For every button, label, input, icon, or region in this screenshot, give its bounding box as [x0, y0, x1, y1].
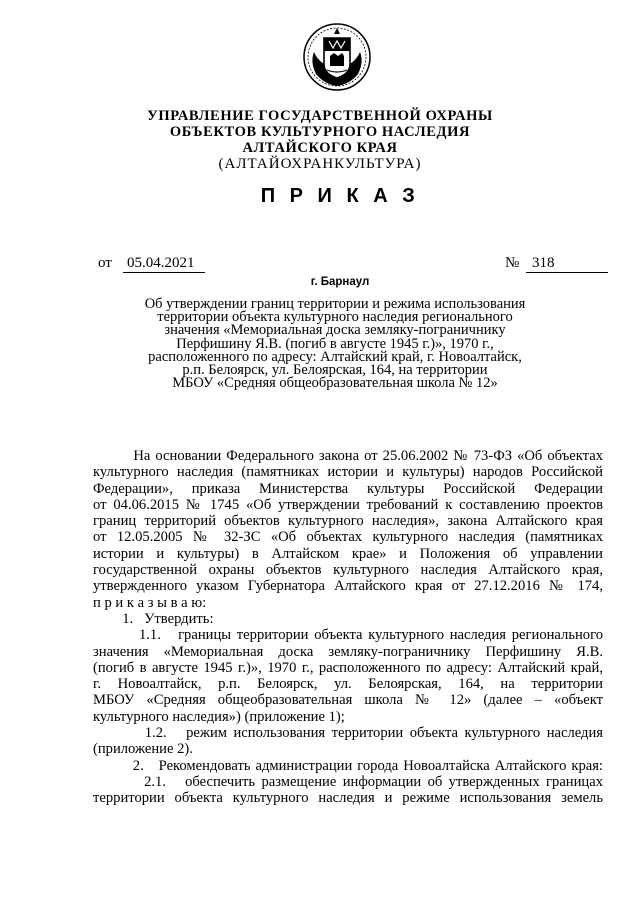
agency-name-line-2: ОБЪЕКТОВ КУЛЬТУРНОГО НАСЛЕДИЯ — [169, 124, 471, 140]
order-body — [93, 448, 603, 807]
body-line: утвержденного указом Губернатора Алтайского края от 27.12.2016 № 174, — [93, 578, 603, 595]
city-name: г. Барнаул — [310, 276, 370, 288]
body-line: истории и культуры) в Алтайском крае» и Положения об управлении — [93, 545, 603, 562]
subject-line: Об утверждении границ территории и режима использования — [144, 296, 526, 312]
subject-line: значения «Мемориальная доска земляку-пограничнику — [164, 322, 506, 339]
order-number: 318 — [526, 255, 608, 273]
body-line: 1.2. режим использования территории объекта культурного наследия — [93, 725, 603, 742]
subject-line: р.п. Белоярск, ул. Белоярская, 164, на территории — [182, 362, 488, 379]
body-line: Федерации», приказа Министерства культуры Российской Федерации — [93, 480, 603, 497]
subject-line: Перфишину Я.В. (погиб в августе 1945 г.)», 1970 г., — [176, 335, 494, 352]
agency-short-name: (АЛТАЙОХРАНКУЛЬТУРА) — [218, 156, 422, 172]
number-label: № — [505, 255, 520, 271]
body-line: МБОУ «Средняя общеобразовательная школа № 12» (далее – «объект — [93, 692, 603, 709]
body-line: 2. Рекомендовать администрации города Новоалтайска Алтайского края: — [93, 757, 603, 774]
agency-name-line-1: УПРАВЛЕНИЕ ГОСУДАРСТВЕННОЙ ОХРАНЫ — [147, 108, 493, 124]
body-line: культурного наследия (памятниках истории и культуры) народов Российской — [93, 464, 603, 481]
subject-line: расположенного по адресу: Алтайский край, г. Новоалтайск, — [148, 348, 522, 365]
body-line: значения «Мемориальная доска земляку-пограничнику Перфишину Я.В. — [93, 643, 603, 660]
body-line: 1. Утвердить: — [93, 610, 214, 627]
body-line: (приложение 2). — [93, 741, 193, 758]
order-subject — [120, 298, 550, 390]
body-line: от 12.05.2005 № 32-ЗС «Об объектах культурного наследия (памятниках — [93, 529, 603, 546]
body-line: г. Новоалтайск, р.п. Белоярск, ул. Белоярская, 164, на территории — [93, 676, 603, 693]
body-line: территории объекта культурного наследия и режиме использования земель — [93, 790, 603, 807]
subject-line: территории объекта культурного наследия регионального — [157, 309, 513, 326]
order-date: 05.04.2021 — [123, 255, 205, 273]
body-line: (погиб в августе 1945 г.)», 1970 г., расположенного по адресу: Алтайский край, — [93, 659, 603, 676]
body-line: государственной охраны объектов культурного наследия Алтайского края, — [93, 562, 603, 579]
subject-line: МБОУ «Средняя общеобразовательная школа № 12» — [172, 375, 498, 392]
coat-of-arms-icon — [302, 22, 372, 92]
body-line: 1.1. границы территории объекта культурного наследия регионального — [93, 627, 603, 644]
body-line: п р и к а з ы в а ю: — [93, 594, 207, 611]
body-line: культурного наследия») (приложение 1); — [93, 708, 345, 725]
document-title: П Р И К А З — [260, 185, 420, 207]
body-line: границ территорий объектов культурного наследия», закона Алтайского края — [93, 513, 603, 530]
body-line: от 04.06.2015 № 1745 «Об утверждении требований к составлению проектов — [93, 496, 603, 513]
agency-name-line-3: АЛТАЙСКОГО КРАЯ — [242, 140, 398, 156]
date-label: от — [98, 255, 112, 271]
body-line: 2.1. обеспечить размещение информации об утвержденных границах — [93, 773, 603, 790]
body-line: На основании Федерального закона от 25.06.2002 № 73-ФЗ «Об объектах — [93, 448, 603, 464]
